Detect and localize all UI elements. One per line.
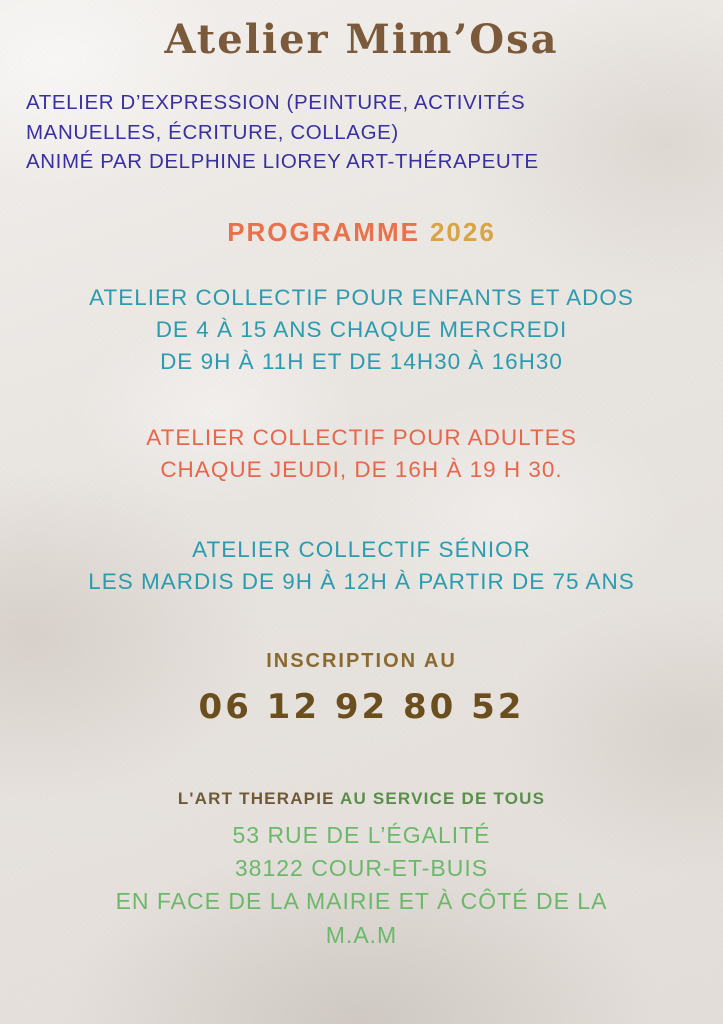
address-block (24, 819, 699, 952)
kids-line-2: DE 4 À 15 ANS CHAQUE MERCREDI (155, 317, 568, 343)
slogan-part-a: L'ART THERAPIE (177, 788, 340, 808)
address-line-2: 38122 COUR-ET-BUIS (234, 855, 489, 882)
programme-year: 2026 (429, 217, 496, 248)
intro-line-3: ANIMÉ PAR DELPHINE LIOREY ART-THÉRAPEUTE (26, 150, 539, 174)
adults-line-2: CHAQUE JEUDI, DE 16H À 19 H 30. (160, 456, 563, 482)
kids-line-1: ATELIER COLLECTIF POUR ENFANTS ET ADOS (89, 285, 634, 311)
intro-paragraph (24, 88, 699, 177)
senior-line-1: ATELIER COLLECTIF SÉNIOR (192, 536, 531, 562)
intro-line-2: MANUELLES, ÉCRITURE, COLLAGE) (26, 120, 399, 144)
senior-line-2: LES MARDIS DE 9H À 12H À PARTIR DE 75 ANS (88, 568, 635, 594)
phone-number[interactable]: 06 12 92 80 52 (198, 686, 525, 727)
section-kids (24, 282, 699, 378)
programme-heading (24, 217, 699, 248)
section-adults (24, 422, 699, 486)
address-line-1: 53 RUE DE L’ÉGALITÉ (232, 821, 491, 848)
section-senior (24, 534, 699, 598)
slogan-part-b: AU SERVICE DE TOUS (339, 788, 546, 808)
address-line-4: M.A.M (325, 921, 398, 948)
kids-line-3: DE 9H À 11H ET DE 14H30 À 16H30 (160, 349, 563, 375)
programme-label: PROGRAMME (227, 217, 420, 248)
adults-line-1: ATELIER COLLECTIF POUR ADULTES (146, 424, 577, 450)
page-title: Atelier Mim’Osa (164, 16, 559, 63)
intro-line-1: ATELIER D’EXPRESSION (PEINTURE, ACTIVITÉS (26, 91, 526, 114)
inscription-label: INSCRIPTION AU (266, 649, 457, 672)
address-line-3: EN FACE DE LA MAIRIE ET À CÔTÉ DE LA (115, 888, 608, 915)
slogan (24, 789, 699, 809)
